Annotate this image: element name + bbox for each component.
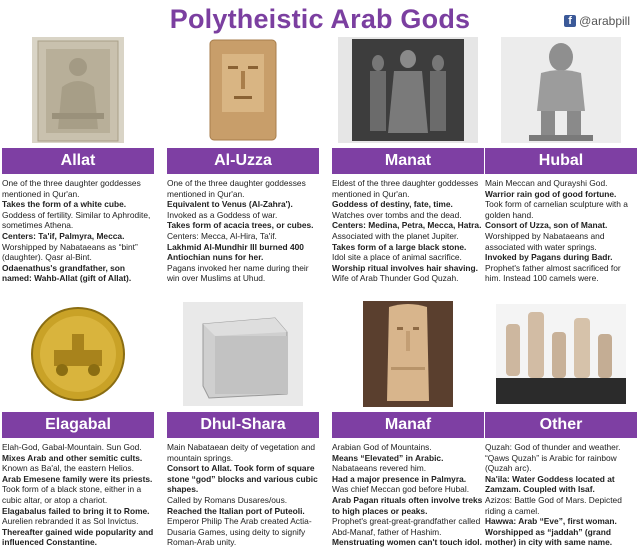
desc-line: Warrior rain god of good fortune.: [485, 188, 617, 199]
al-uzza-stele-image: [167, 36, 319, 144]
desc-line: Odaenathus's grandfather, son named: Wahb-Allat (gift of Allat).: [2, 262, 132, 284]
desc-line: Worshipped by Nabataeans and associated with water springs.: [485, 230, 605, 252]
god-description: [2, 178, 154, 284]
desc-line: Prophet's great-great-grandfather called Abd-Manaf, father of Hashim.: [332, 516, 481, 537]
god-name-band: Allat: [2, 148, 154, 174]
desc-line: Centers: Mecca, Al-Hira, Ta'if.: [167, 230, 277, 241]
desc-line: Took form of a black stone, either in a cubic altar, or atop a chariot.: [2, 484, 142, 505]
elagabal-coin-image: [2, 300, 154, 408]
social-handle: [564, 14, 630, 28]
desc-line: Watches over tombs and the dead.: [332, 209, 462, 220]
desc-line: Azizos: Battle God of Mars. Depicted riding a camel.: [485, 494, 622, 516]
desc-line: Called by Romans Dusares/ous.: [167, 494, 288, 505]
desc-line: Was chief Meccan god before Hubal.: [332, 484, 470, 495]
facebook-icon: f: [564, 15, 576, 27]
god-name-band: Elagabal: [2, 412, 154, 438]
desc-line: One of the three daughter goddesses mentioned in Qur'an.: [167, 178, 306, 199]
desc-line: Equivalent to Venus (Al-Zahra').: [167, 199, 293, 210]
desc-line: Consort of Uzza, son of Manat.: [485, 220, 608, 231]
desc-line: Quzah: God of thunder and weather. “Qaws Quzah” is Arabic for rainbow (Quzah arc).: [485, 442, 621, 474]
desc-line: Had a major presence in Palmyra.: [332, 473, 467, 484]
god-name-band: Other: [485, 412, 637, 438]
god-description: [332, 442, 484, 548]
desc-line: Mixes Arab and other semitic cults.: [2, 452, 143, 463]
desc-line: Aurelien rebranded it as Sol Invictus.: [2, 516, 139, 527]
handle-text: @arabpill: [579, 14, 630, 28]
desc-line: Lakhmid Al-Mundhir III burned 400 Antiochian nuns for her.: [167, 241, 304, 263]
desc-line: Takes the form of a white cube.: [2, 199, 127, 210]
god-name-band: Manat: [332, 148, 484, 174]
god-description: [2, 442, 154, 548]
desc-line: Consort to Allat. Took form of square stone “god” blocks and various cubic shapes.: [167, 463, 318, 495]
page-title: Polytheistic Arab Gods: [169, 4, 471, 34]
desc-line: Takes form of acacia trees, or cubes.: [167, 220, 314, 231]
desc-line: Worshipped by Nabataeans as “bint” (daughter). Qasr al-Bint.: [2, 241, 138, 263]
desc-line: Na'ila: Water Goddess located at Zamzam. Coupled with Isaf.: [485, 473, 615, 495]
god-description: [485, 178, 637, 284]
god-name-band: Manaf: [332, 412, 484, 438]
manat-relief-image: [332, 36, 484, 144]
desc-line: Arabian God of Mountains.: [332, 442, 432, 452]
desc-line: Eldest of the three daughter goddesses mentioned in Qur'an.: [332, 178, 479, 199]
god-name-band: Dhul-Shara: [167, 412, 319, 438]
desc-line: Arab Emesene family were its priests.: [2, 473, 153, 484]
other-idols-image: [485, 300, 637, 408]
manaf-idol-image: [332, 300, 484, 408]
desc-line: Worship ritual involves hair shaving.: [332, 262, 478, 273]
desc-line: Elagabalus failed to bring it to Rome.: [2, 505, 150, 516]
desc-line: One of the three daughter goddesses mentioned in Qur'an.: [2, 178, 141, 199]
desc-line: Idol site a place of animal sacrifice.: [332, 252, 462, 263]
desc-line: Centers: Medina, Petra, Mecca, Hatra.: [332, 220, 482, 231]
desc-line: Elah-God, Gabal-Mountain. Sun God.: [2, 442, 142, 452]
god-name-band: Al-Uzza: [167, 148, 319, 174]
desc-line: Took form of carnelian sculpture with a golden hand.: [485, 199, 628, 220]
god-description: [332, 178, 484, 284]
desc-line: Nabataeans revered him.: [332, 463, 427, 474]
desc-line: Wife of Arab Thunder God Quzah.: [332, 273, 459, 284]
desc-line: Pagans invoked her name during their win over Muslims at Uhud.: [167, 262, 309, 284]
allat-relief-image: [2, 36, 154, 144]
desc-line: Reached the Italian port of Puteoli.: [167, 505, 305, 516]
desc-line: Hawwa: Arab “Eve”, first woman. Worshipped as “jaddah” (grand mother) in city with same name.: [485, 516, 617, 548]
desc-line: Associated with the planet Jupiter.: [332, 230, 459, 241]
dhul-shara-block-image: [167, 300, 319, 408]
god-description: [167, 442, 319, 548]
desc-line: Main Nabataean deity of vegetation and mountain springs.: [167, 442, 316, 463]
desc-line: Goddess of destiny, fate, time.: [332, 199, 453, 210]
desc-line: Goddess of fertility. Similar to Aphrodite, sometimes Athena.: [2, 209, 151, 231]
desc-line: Known as Ba'al, the eastern Helios.: [2, 463, 134, 474]
desc-line: Prophet's father almost sacrificed for him. Instead 100 camels were.: [485, 262, 621, 284]
god-name-band: Hubal: [485, 148, 637, 174]
god-description: [167, 178, 319, 284]
god-description: [485, 442, 637, 548]
desc-line: Takes form of a large black stone.: [332, 241, 467, 252]
desc-line: Means “Elevated” in Arabic.: [332, 452, 444, 463]
desc-line: Menstruating women can't touch idol.: [332, 537, 482, 548]
desc-line: Thereafter gained wide popularity and influenced Constantine.: [2, 526, 154, 548]
desc-line: Invoked as a Goddess of war.: [167, 209, 278, 220]
desc-line: Centers: Ta'if, Palmyra, Mecca.: [2, 230, 125, 241]
hubal-statue-image: [485, 36, 637, 144]
desc-line: Arab Pagan rituals often involve treks to high places or peaks.: [332, 494, 483, 516]
desc-line: Emperor Philip The Arab created Actia-Dusaria Games, using deity to signify Roman-Arab unity.: [167, 516, 312, 548]
desc-line: Main Meccan and Qurayshi God.: [485, 178, 608, 188]
desc-line: Invoked by Pagans during Badr.: [485, 252, 613, 263]
